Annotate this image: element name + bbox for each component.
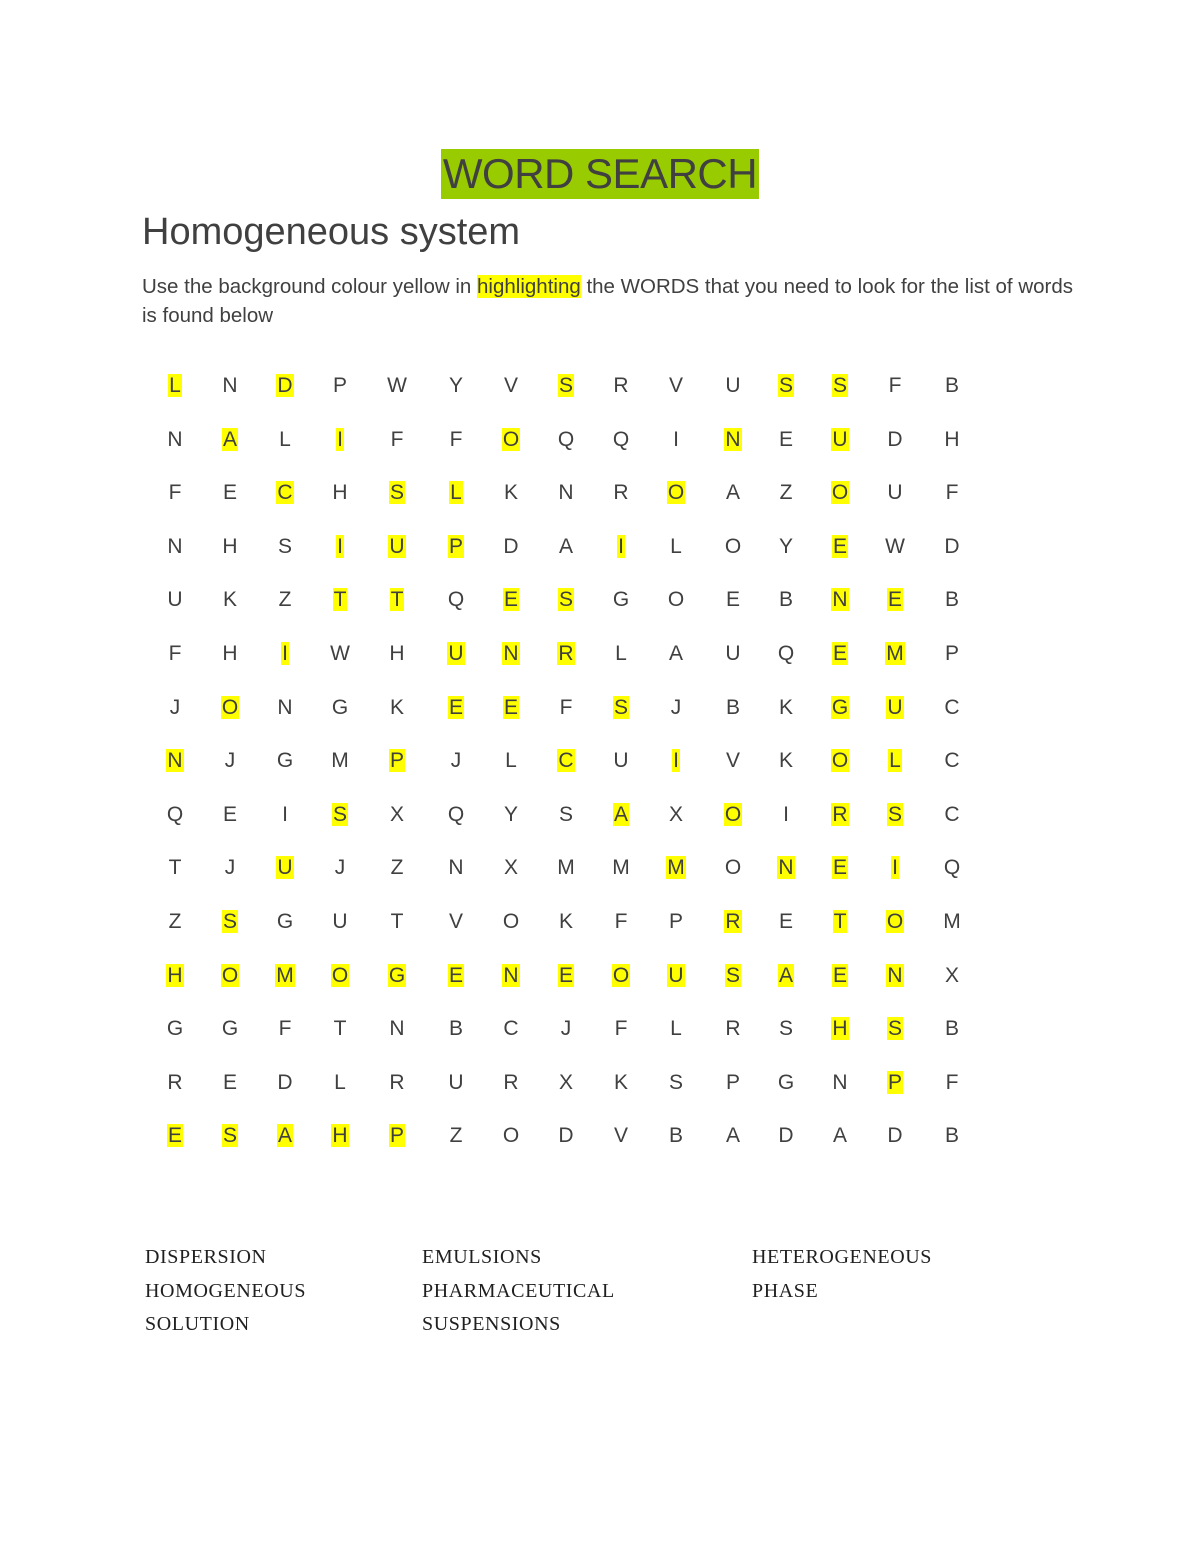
highlighted-letter: A	[613, 803, 628, 826]
grid-letter: M	[557, 856, 575, 879]
grid-letter: B	[668, 1124, 683, 1147]
grid-letter: Q	[166, 803, 184, 826]
grid-letter: Z	[449, 1124, 463, 1147]
highlighted-letter: T	[333, 588, 347, 611]
highlighted-letter: N	[887, 964, 903, 987]
grid-letter: L	[505, 749, 517, 772]
instructions-text-start: Use the background colour yellow in	[142, 275, 478, 298]
highlighted-letter: U	[448, 642, 464, 665]
highlighted-letter: O	[612, 964, 630, 987]
grid-letter: I	[783, 803, 789, 826]
grid-letter: F	[614, 910, 628, 933]
grid-letter: Q	[612, 428, 630, 451]
grid-letter: Q	[557, 428, 575, 451]
grid-letter: N	[167, 535, 183, 558]
grid-letter: N	[389, 1017, 405, 1040]
grid-letter: F	[168, 642, 182, 665]
highlighted-letter: I	[892, 856, 898, 879]
highlighted-letter: T	[833, 910, 847, 933]
grid-letter: X	[503, 856, 518, 879]
grid-letter: I	[282, 803, 288, 826]
highlighted-letter: M	[667, 856, 685, 879]
word-list-item: SOLUTION	[145, 1313, 250, 1335]
grid-letter: O	[667, 588, 685, 611]
highlighted-letter: E	[167, 1124, 182, 1147]
grid-letter: Z	[390, 856, 404, 879]
grid-letter: T	[168, 856, 182, 879]
grid-letter: C	[944, 803, 960, 826]
grid-letter: F	[945, 481, 959, 504]
grid-letter: W	[387, 374, 407, 397]
grid-letter: Z	[168, 910, 182, 933]
highlighted-letter: L	[169, 374, 181, 397]
instructions-highlight: highlighting	[477, 275, 581, 298]
grid-letter: H	[389, 642, 405, 665]
grid-letter: V	[503, 374, 518, 397]
grid-letter: G	[276, 749, 294, 772]
grid-letter: G	[777, 1071, 795, 1094]
highlighted-letter: U	[389, 535, 405, 558]
highlighted-letter: N	[167, 749, 183, 772]
highlighted-letter: A	[222, 428, 237, 451]
grid-letter: M	[331, 749, 349, 772]
grid-letter: V	[448, 910, 463, 933]
word-list-item: PHARMACEUTICAL	[422, 1280, 615, 1302]
highlighted-letter: S	[778, 374, 793, 397]
grid-letter: U	[613, 749, 629, 772]
highlighted-letter: S	[887, 1017, 902, 1040]
grid-letter: E	[725, 588, 740, 611]
grid-letter: F	[888, 374, 902, 397]
word-list-item: HETEROGENEOUS	[752, 1246, 933, 1268]
grid-letter: E	[222, 481, 237, 504]
grid-letter: A	[725, 481, 740, 504]
highlighted-letter: N	[725, 428, 741, 451]
grid-letter: J	[224, 749, 236, 772]
grid-letter: T	[390, 910, 404, 933]
highlighted-letter: M	[276, 964, 294, 987]
grid-letter: R	[613, 481, 629, 504]
highlighted-letter: N	[832, 588, 848, 611]
grid-letter: S	[778, 1017, 793, 1040]
highlighted-letter: H	[832, 1017, 848, 1040]
grid-letter: S	[668, 1071, 683, 1094]
grid-letter: K	[558, 910, 573, 933]
highlighted-letter: O	[502, 428, 520, 451]
highlighted-letter: E	[448, 696, 463, 719]
grid-letter: N	[222, 374, 238, 397]
grid-letter: A	[832, 1124, 847, 1147]
grid-letter: Q	[447, 803, 465, 826]
highlighted-letter: O	[221, 964, 239, 987]
highlighted-letter: S	[389, 481, 404, 504]
grid-letter: Q	[777, 642, 795, 665]
grid-letter: U	[448, 1071, 464, 1094]
grid-letter: L	[334, 1071, 346, 1094]
grid-letter: Y	[503, 803, 518, 826]
highlighted-letter: P	[389, 749, 404, 772]
grid-letter: P	[944, 642, 959, 665]
grid-letter: F	[449, 428, 463, 451]
grid-letter: H	[332, 481, 348, 504]
highlighted-letter: P	[887, 1071, 902, 1094]
highlighted-letter: R	[725, 910, 741, 933]
grid-letter: V	[725, 749, 740, 772]
grid-letter: D	[277, 1071, 293, 1094]
grid-letter: X	[668, 803, 683, 826]
grid-letter: X	[558, 1071, 573, 1094]
grid-letter: B	[778, 588, 793, 611]
grid-letter: E	[778, 910, 793, 933]
highlighted-letter: N	[503, 964, 519, 987]
highlighted-letter: U	[887, 696, 903, 719]
grid-letter: R	[389, 1071, 405, 1094]
highlighted-letter: O	[831, 749, 849, 772]
grid-letter: U	[887, 481, 903, 504]
highlighted-letter: L	[450, 481, 462, 504]
highlighted-letter: U	[668, 964, 684, 987]
grid-letter: R	[503, 1071, 519, 1094]
grid-letter: U	[167, 588, 183, 611]
highlighted-letter: S	[613, 696, 628, 719]
highlighted-letter: H	[332, 1124, 348, 1147]
highlighted-letter: H	[167, 964, 183, 987]
grid-letter: J	[670, 696, 682, 719]
word-list-item: PHASE	[752, 1280, 819, 1302]
highlighted-letter: A	[778, 964, 793, 987]
grid-letter: A	[558, 535, 573, 558]
highlighted-letter: S	[887, 803, 902, 826]
grid-letter: J	[450, 749, 462, 772]
grid-letter: U	[332, 910, 348, 933]
grid-letter: K	[389, 696, 404, 719]
grid-letter: B	[944, 374, 959, 397]
grid-letter: D	[503, 535, 519, 558]
highlighted-letter: R	[832, 803, 848, 826]
grid-letter: R	[167, 1071, 183, 1094]
highlighted-letter: A	[277, 1124, 292, 1147]
highlighted-letter: I	[618, 535, 624, 558]
grid-letter: U	[725, 642, 741, 665]
grid-letter: Q	[447, 588, 465, 611]
grid-letter: W	[885, 535, 905, 558]
grid-letter: S	[277, 535, 292, 558]
highlighted-letter: G	[831, 696, 849, 719]
grid-letter: F	[168, 481, 182, 504]
grid-letter: J	[169, 696, 181, 719]
highlighted-letter: O	[221, 696, 239, 719]
grid-letter: O	[502, 1124, 520, 1147]
grid-letter: E	[222, 1071, 237, 1094]
grid-letter: B	[944, 588, 959, 611]
grid-letter: Y	[778, 535, 793, 558]
highlighted-letter: E	[887, 588, 902, 611]
highlighted-letter: S	[558, 374, 573, 397]
highlighted-letter: U	[277, 856, 293, 879]
highlighted-letter: U	[832, 428, 848, 451]
grid-letter: W	[330, 642, 350, 665]
grid-letter: N	[558, 481, 574, 504]
highlighted-letter: O	[831, 481, 849, 504]
highlighted-letter: E	[832, 856, 847, 879]
highlighted-letter: S	[332, 803, 347, 826]
grid-letter: G	[276, 910, 294, 933]
highlighted-letter: C	[558, 749, 574, 772]
grid-letter: F	[390, 428, 404, 451]
grid-letter: S	[558, 803, 573, 826]
grid-letter: X	[389, 803, 404, 826]
highlighted-letter: D	[277, 374, 293, 397]
highlighted-letter: C	[277, 481, 293, 504]
highlighted-letter: N	[503, 642, 519, 665]
grid-letter: H	[222, 642, 238, 665]
grid-letter: O	[502, 910, 520, 933]
grid-letter: O	[724, 535, 742, 558]
instructions-text-end: the WORDS that you need to look for the list of words is found below	[142, 275, 1073, 327]
highlighted-letter: I	[673, 749, 679, 772]
grid-letter: A	[668, 642, 683, 665]
grid-letter: V	[613, 1124, 628, 1147]
grid-letter: C	[503, 1017, 519, 1040]
highlighted-letter: O	[331, 964, 349, 987]
highlighted-letter: R	[558, 642, 574, 665]
highlighted-letter: S	[832, 374, 847, 397]
highlighted-letter: E	[503, 588, 518, 611]
grid-letter: F	[614, 1017, 628, 1040]
grid-letter: M	[943, 910, 961, 933]
highlighted-letter: T	[390, 588, 404, 611]
grid-letter: N	[832, 1071, 848, 1094]
word-list-item: HOMOGENEOUS	[145, 1280, 307, 1302]
grid-letter: J	[334, 856, 346, 879]
grid-letter: D	[778, 1124, 794, 1147]
highlighted-letter: P	[448, 535, 463, 558]
highlighted-letter: G	[388, 964, 406, 987]
highlighted-letter: S	[558, 588, 573, 611]
grid-letter: J	[224, 856, 236, 879]
highlighted-letter: S	[725, 964, 740, 987]
grid-letter: G	[331, 696, 349, 719]
grid-letter: F	[278, 1017, 292, 1040]
grid-letter: H	[222, 535, 238, 558]
word-list-item: DISPERSION	[145, 1246, 267, 1268]
highlighted-letter: I	[337, 535, 343, 558]
grid-letter: L	[279, 428, 291, 451]
grid-letter: H	[944, 428, 960, 451]
grid-letter: D	[558, 1124, 574, 1147]
grid-letter: J	[560, 1017, 572, 1040]
highlighted-letter: S	[222, 1124, 237, 1147]
grid-letter: P	[668, 910, 683, 933]
grid-letter: K	[222, 588, 237, 611]
grid-letter: B	[448, 1017, 463, 1040]
grid-letter: V	[668, 374, 683, 397]
grid-letter: R	[613, 374, 629, 397]
grid-letter: N	[277, 696, 293, 719]
highlighted-letter: L	[889, 749, 901, 772]
page-subtitle: Homogeneous system	[142, 211, 521, 253]
grid-letter: K	[503, 481, 518, 504]
grid-letter: K	[778, 696, 793, 719]
highlighted-letter: I	[337, 428, 343, 451]
grid-letter: I	[673, 428, 679, 451]
highlighted-letter: P	[389, 1124, 404, 1147]
grid-letter: C	[944, 696, 960, 719]
grid-letter: U	[725, 374, 741, 397]
grid-letter: L	[615, 642, 627, 665]
grid-letter: B	[944, 1017, 959, 1040]
highlighted-letter: E	[558, 964, 573, 987]
grid-letter: M	[612, 856, 630, 879]
grid-letter: D	[944, 535, 960, 558]
grid-letter: X	[944, 964, 959, 987]
highlighted-letter: O	[724, 803, 742, 826]
highlighted-letter: O	[667, 481, 685, 504]
grid-letter: G	[166, 1017, 184, 1040]
grid-letter: Z	[779, 481, 793, 504]
grid-letter: B	[944, 1124, 959, 1147]
grid-letter: R	[725, 1017, 741, 1040]
grid-letter: N	[448, 856, 464, 879]
grid-letter: Y	[448, 374, 463, 397]
grid-letter: Z	[278, 588, 292, 611]
highlighted-letter: O	[886, 910, 904, 933]
grid-letter: O	[724, 856, 742, 879]
grid-letter: N	[167, 428, 183, 451]
grid-letter: T	[333, 1017, 347, 1040]
grid-letter: E	[222, 803, 237, 826]
grid-letter: Q	[943, 856, 961, 879]
grid-letter: F	[559, 696, 573, 719]
word-list-item: EMULSIONS	[422, 1246, 542, 1268]
highlighted-letter: E	[832, 642, 847, 665]
grid-letter: P	[332, 374, 347, 397]
highlighted-letter: I	[282, 642, 288, 665]
grid-letter: K	[778, 749, 793, 772]
grid-letter: L	[670, 535, 682, 558]
highlighted-letter: E	[503, 696, 518, 719]
grid-letter: G	[221, 1017, 239, 1040]
title-text: WORD SEARCH	[442, 150, 758, 197]
grid-letter: K	[613, 1071, 628, 1094]
highlighted-letter: N	[778, 856, 794, 879]
grid-letter: G	[612, 588, 630, 611]
grid-letter: B	[725, 696, 740, 719]
grid-letter: L	[670, 1017, 682, 1040]
grid-letter: C	[944, 749, 960, 772]
highlighted-letter: E	[448, 964, 463, 987]
word-list-item: SUSPENSIONS	[422, 1313, 561, 1335]
grid-letter: P	[725, 1071, 740, 1094]
grid-letter: F	[945, 1071, 959, 1094]
highlighted-letter: M	[886, 642, 904, 665]
grid-letter: D	[887, 1124, 903, 1147]
grid-letter: D	[887, 428, 903, 451]
highlighted-letter: E	[832, 535, 847, 558]
highlighted-letter: S	[222, 910, 237, 933]
grid-letter: A	[725, 1124, 740, 1147]
grid-letter: E	[778, 428, 793, 451]
highlighted-letter: E	[832, 964, 847, 987]
